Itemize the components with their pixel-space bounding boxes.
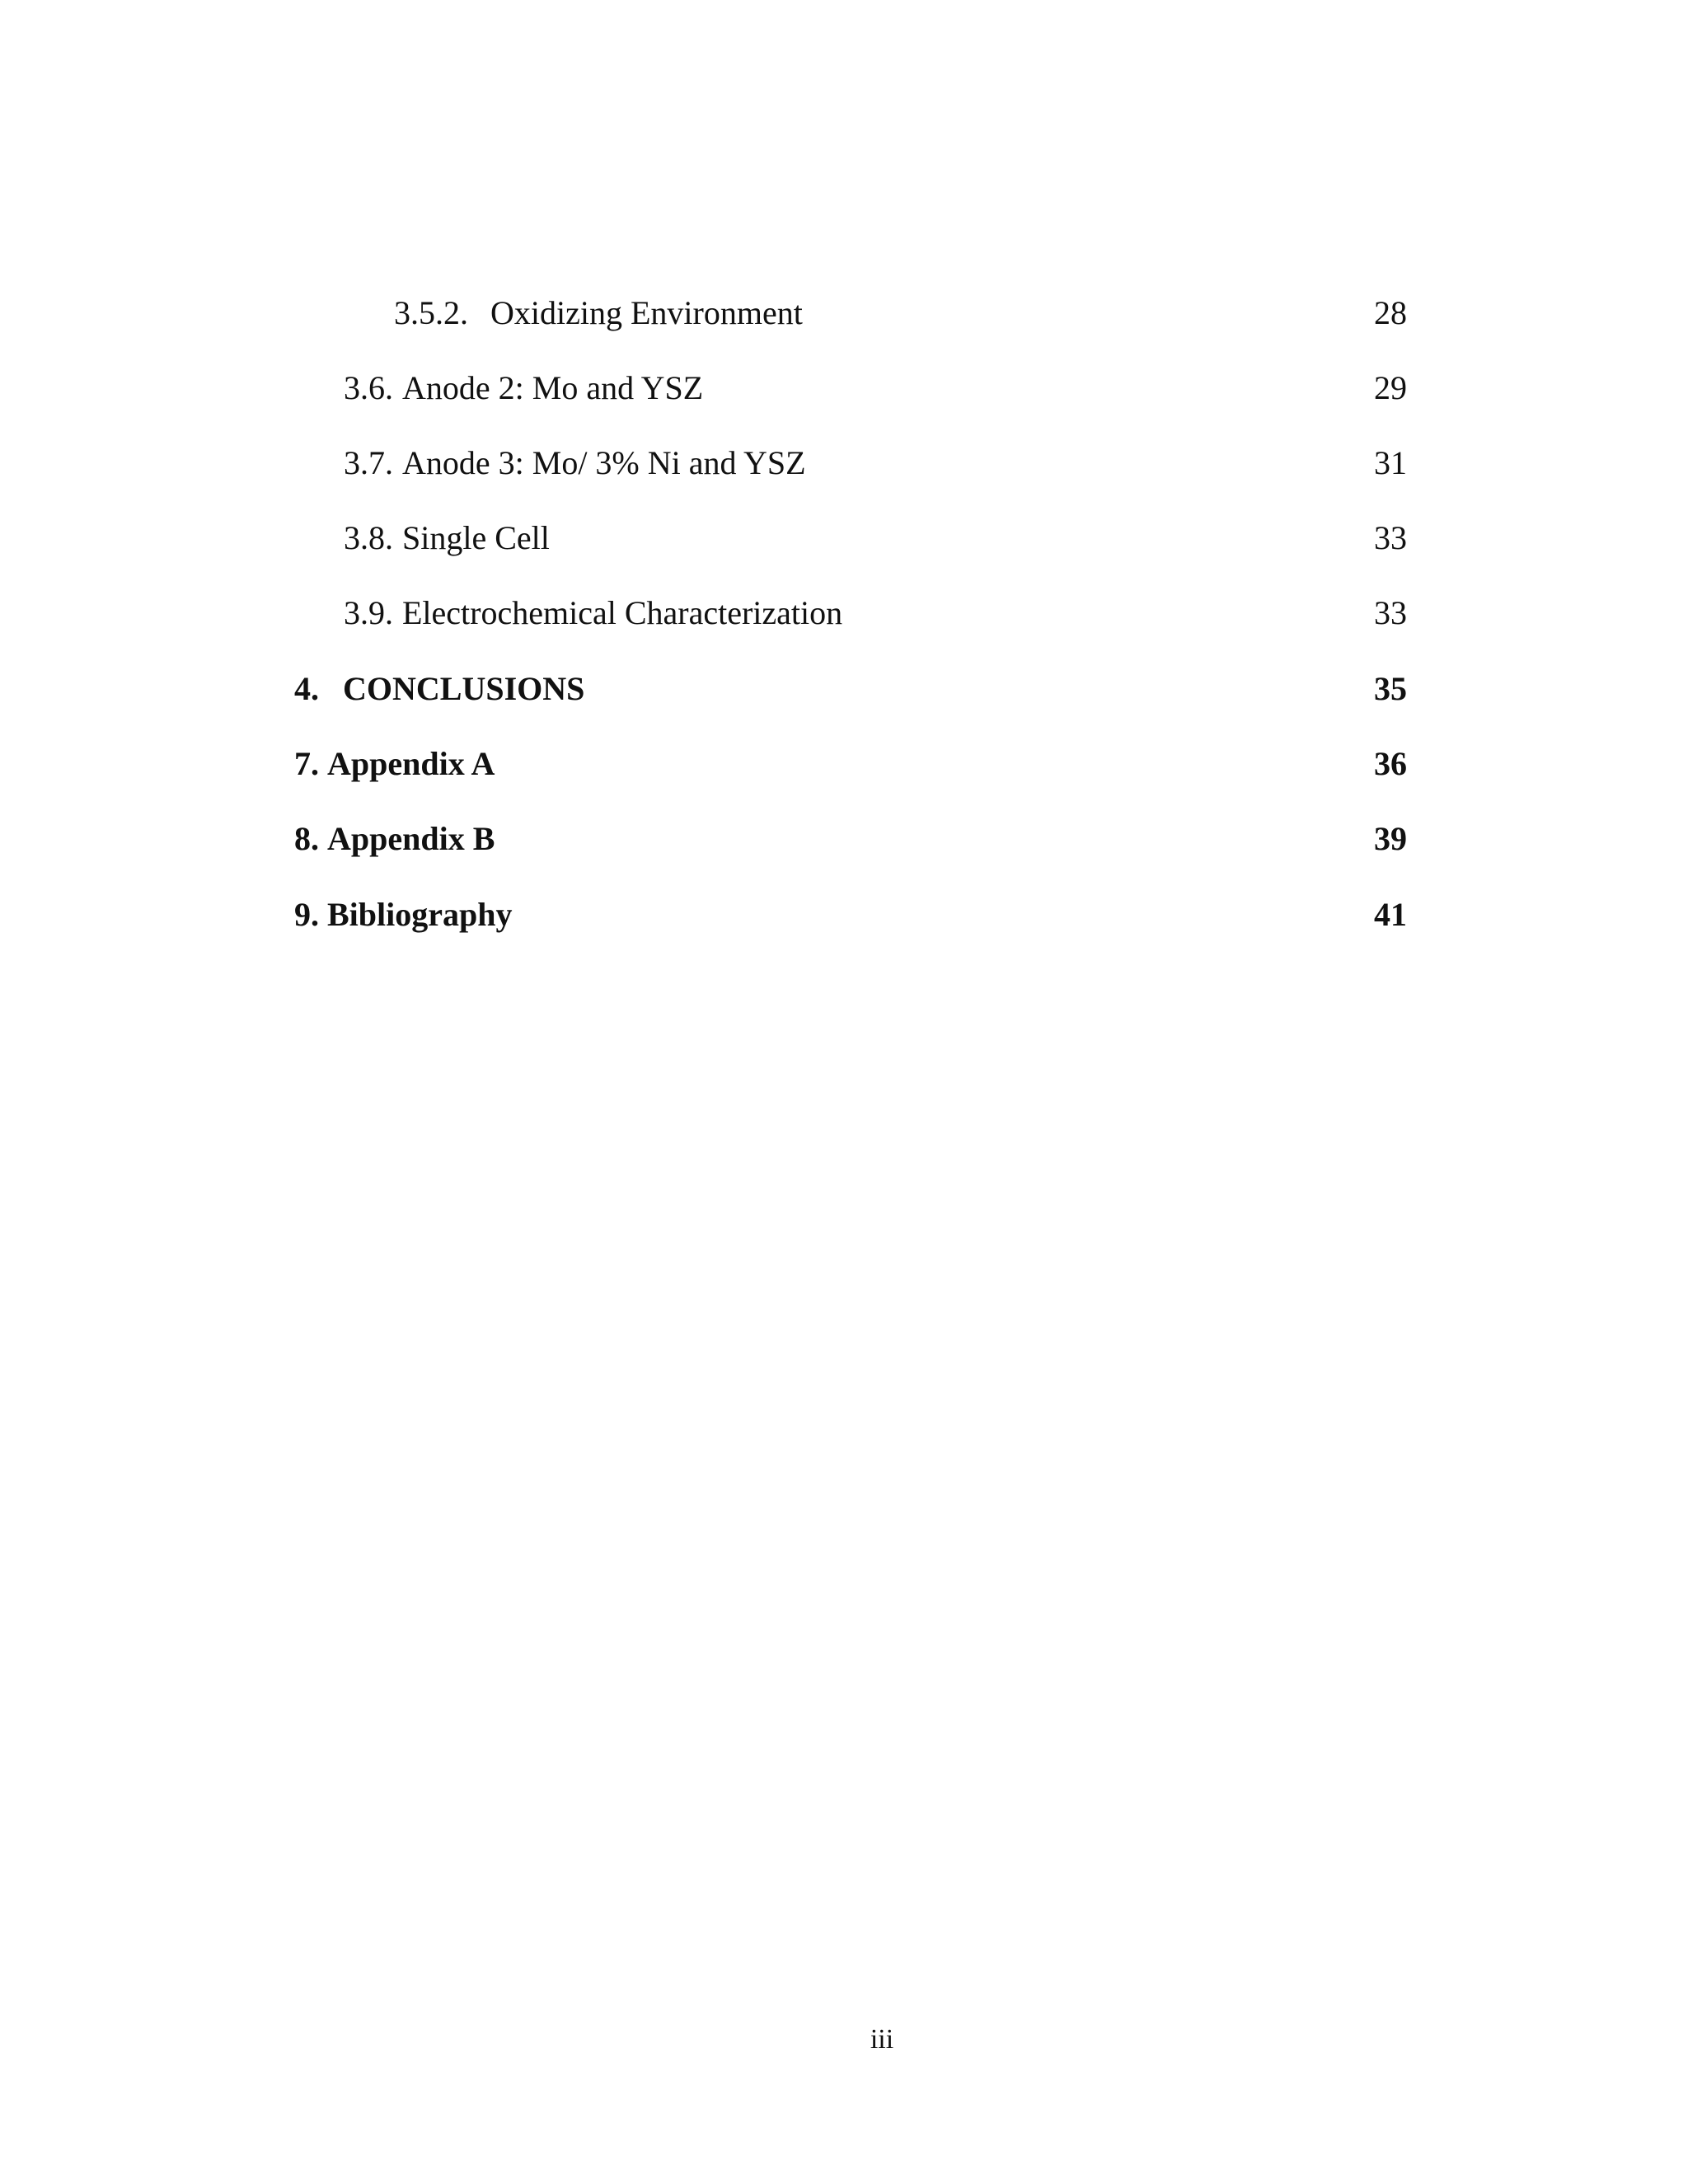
toc-entry-title: Anode 2: Mo and YSZ bbox=[402, 369, 704, 406]
toc-entry-number: 3.7. bbox=[344, 444, 393, 481]
toc-entry-title: Appendix A bbox=[327, 745, 495, 782]
toc-entry-number: 3.6. bbox=[344, 369, 393, 406]
page-number: iii bbox=[870, 2024, 894, 2055]
toc-entry-3-7[interactable] bbox=[0, 438, 1688, 488]
toc-entry-page: 33 bbox=[1374, 519, 1407, 556]
toc-entry-3-9[interactable] bbox=[0, 588, 1688, 638]
toc-entry-9[interactable] bbox=[0, 890, 1688, 940]
toc-entry-page: 41 bbox=[1374, 896, 1407, 933]
toc-entry-page: 39 bbox=[1374, 820, 1407, 857]
toc-entry-number: 3.8. bbox=[344, 519, 393, 556]
toc-entry-page: 28 bbox=[1374, 294, 1407, 331]
toc-entry-title: Bibliography bbox=[327, 896, 513, 933]
toc-entry-number: 8. bbox=[294, 820, 319, 857]
toc-entry-3-6[interactable] bbox=[0, 363, 1688, 413]
toc-entry-page: 35 bbox=[1374, 670, 1407, 707]
toc-entry-title: Electrochemical Characterization bbox=[402, 594, 843, 631]
toc-entry-4[interactable] bbox=[0, 664, 1688, 714]
toc-entry-3-8[interactable] bbox=[0, 513, 1688, 563]
toc-entry-7[interactable] bbox=[0, 739, 1688, 789]
toc-entry-title: Single Cell bbox=[402, 519, 550, 556]
toc-entry-number: 9. bbox=[294, 896, 319, 933]
toc-entry-page: 33 bbox=[1374, 594, 1407, 631]
toc-entry-8[interactable] bbox=[0, 814, 1688, 864]
toc-entry-page: 29 bbox=[1374, 369, 1407, 406]
toc-entry-title: Anode 3: Mo/ 3% Ni and YSZ bbox=[402, 444, 806, 481]
toc-entry-3-5-2[interactable] bbox=[0, 288, 1688, 338]
toc-entry-page: 36 bbox=[1374, 745, 1407, 782]
toc-entry-number: 7. bbox=[294, 745, 319, 782]
toc-entry-number: 4. bbox=[294, 670, 319, 707]
toc-entry-title: CONCLUSIONS bbox=[343, 670, 585, 707]
toc-entry-number: 3.5.2. bbox=[394, 294, 468, 331]
toc-entry-title: Appendix B bbox=[327, 820, 495, 857]
toc-entry-title: Oxidizing Environment bbox=[490, 294, 803, 331]
toc-entry-number: 3.9. bbox=[344, 594, 393, 631]
toc-entry-page: 31 bbox=[1374, 444, 1407, 481]
